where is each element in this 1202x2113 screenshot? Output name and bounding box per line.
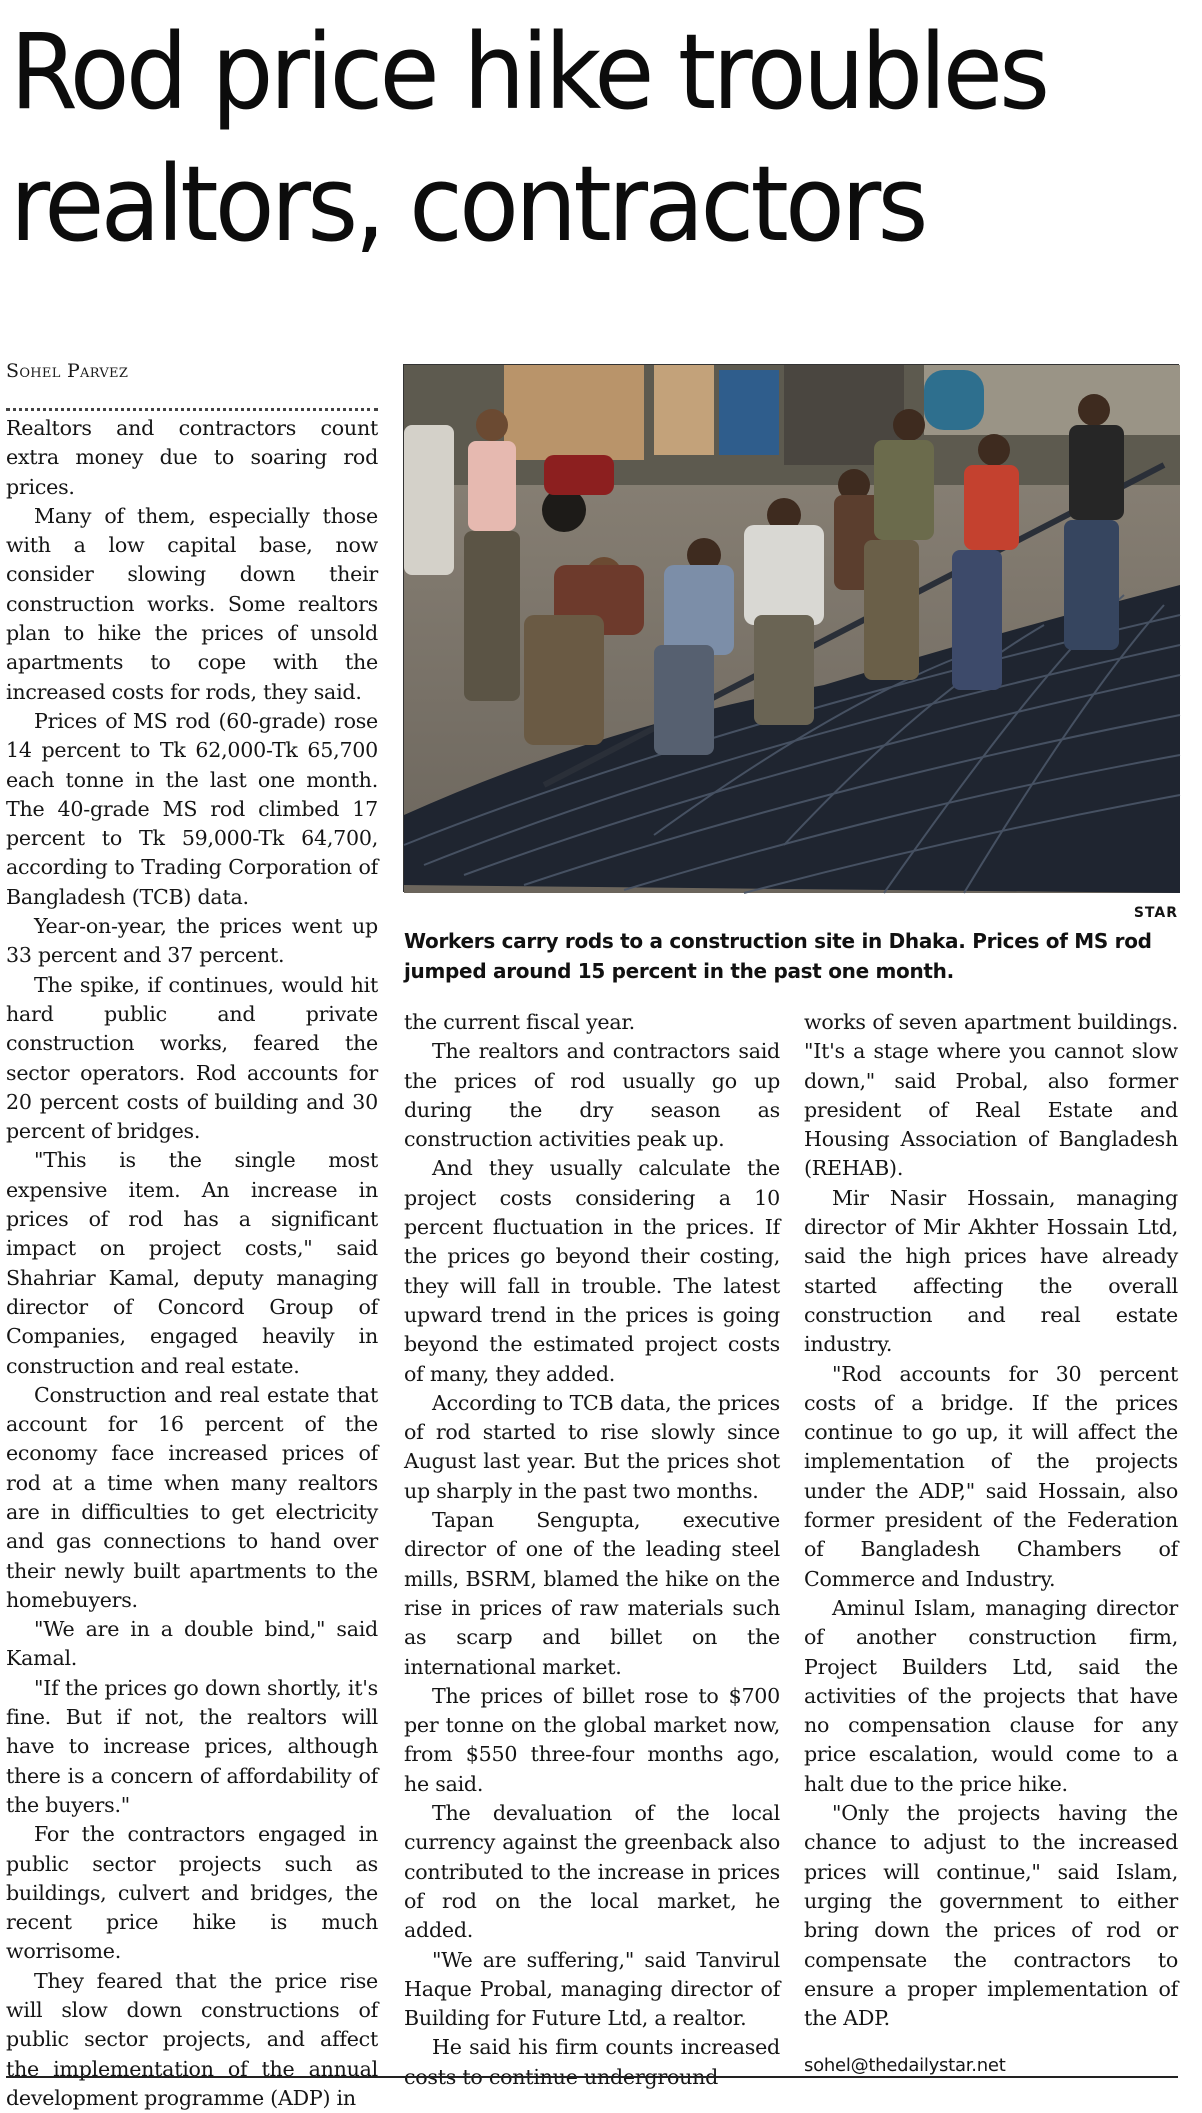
paragraph: "This is the single most expensive item. An increase in prices of rod has a significant impact on project costs," said Shahriar Kamal, deputy managing director of Concord Group of Companies, engaged heavily in construction and real estate.	[6, 1148, 378, 1378]
workers-carrying-rods-illustration	[404, 365, 1180, 893]
paragraph: The realtors and contractors said the prices of rod usually go up during the dry season as construction activities peak up.	[404, 1039, 780, 1152]
news-photo	[403, 364, 1179, 892]
paragraph: Tapan Sengupta, executive director of one of the leading steel mills, BSRM, blamed the hike on the rise in prices of raw materials such as scarp and billet on the international market.	[404, 1508, 780, 1679]
paragraph: "Rod accounts for 30 percent costs of a bridge. If the prices continue to go up, it will affect the implementation of the projects under the ADP," said Hossain, also former president of the Federation of Bangladesh Chambers of Commerce and Industry.	[804, 1361, 1178, 1591]
paragraph: the current fiscal year.	[404, 1010, 635, 1034]
paragraph: Year-on-year, the prices went up 33 percent and 37 percent.	[6, 914, 378, 968]
paragraph: works of seven apartment buildings. "It's a stage where you cannot slow down," said Probal, also former president of Real Estate and Housing Association of Bangladesh (REHAB).	[804, 1010, 1178, 1181]
article-column-3	[804, 1008, 1178, 2077]
article-column-1	[6, 414, 378, 2110]
paragraph: For the contractors engaged in public sector projects such as buildings, culvert and bridges, the recent price hike is much worrisome.	[6, 1822, 378, 1964]
paragraph: The devaluation of the local currency against the greenback also contributed to the increase in prices of rod on the local market, he added.	[404, 1801, 780, 1943]
paragraph: Aminul Islam, managing director of another construction firm, Project Builders Ltd, said the activities of the projects that have no compensation clause for any price escalation, would come to a halt due to the price hike.	[804, 1595, 1178, 1796]
paragraph: He said his firm counts increased costs to continue underground	[404, 2035, 780, 2089]
paragraph: Mir Nasir Hossain, managing director of Mir Akhter Hossain Ltd, said the high prices have already started affecting the overall construction and real estate industry.	[804, 1185, 1178, 1357]
paragraph: Many of them, especially those with a low capital base, now consider slowing down their construction works. Some realtors plan to hike the prices of unsold apartments to cope with the increased costs for rods, they said.	[6, 503, 378, 704]
paragraph: "Only the projects having the chance to adjust to the increased prices will continue," said Islam, urging the government to either bring down the prices of rod or compensate the contractors to ensure a proper implementation of the ADP.	[804, 1801, 1178, 2031]
paragraph: Realtors and contractors count extra money due to soaring rod prices.	[6, 416, 378, 499]
paragraph: And they usually calculate the project costs considering a 10 percent fluctuation in the prices. If the prices go beyond their costing, they will fall in trouble. The latest upward trend in the prices is going beyond the estimated project costs of many, they added.	[404, 1156, 780, 1386]
paragraph: "We are in a double bind," said Kamal.	[6, 1617, 378, 1671]
headline-line-2: realtors, contractors	[10, 143, 925, 265]
byline: Sohel Parvez	[6, 360, 129, 382]
headline	[10, 10, 1119, 274]
author-email[interactable]: sohel@thedailystar.net	[804, 2055, 1006, 2077]
paragraph: The spike, if continues, would hit hard public and private construction works, feared the sector operators. Rod accounts for 20 percent costs of building and 30 percent of bridges.	[6, 972, 378, 1144]
photo-credit: STAR	[1133, 905, 1178, 921]
byline-divider	[6, 408, 378, 411]
headline-line-1: Rod price hike troubles	[10, 11, 1047, 133]
paragraph: According to TCB data, the prices of rod started to rise slowly since August last year. But the prices shot up sharply in the past two months.	[404, 1390, 780, 1503]
paragraph: "If the prices go down shortly, it's fine. But if not, the realtors will have to increase prices, although there is a concern of affordability of the buyers."	[6, 1675, 378, 1817]
bottom-divider	[6, 2076, 1178, 2078]
paragraph: Prices of MS rod (60-grade) rose 14 percent to Tk 62,000-Tk 65,700 each tonne in the last one month. The 40-grade MS rod climbed 17 percent to Tk 59,000-Tk 64,700, according to Trading Corporation of Bangladesh (TCB) data.	[6, 708, 378, 909]
photo-caption: Workers carry rods to a construction site in Dhaka. Prices of MS rod jumped around 15 percent in the past one month.	[404, 929, 1152, 983]
paragraph: The prices of billet rose to $700 per tonne on the global market now, from $550 three-four months ago, he said.	[404, 1683, 780, 1796]
paragraph: "We are suffering," said Tanvirul Haque Probal, managing director of Building for Future Ltd, a realtor.	[404, 1947, 780, 2031]
article-column-2	[404, 1008, 780, 2089]
paragraph: Construction and real estate that account for 16 percent of the economy face increased prices of rod at a time when many realtors are in difficulties to get electricity and gas connections to hand over their newly built apartments to the homebuyers.	[6, 1382, 378, 1612]
paragraph: They feared that the price rise will slow down constructions of public sector projects, and affect the implementation of the annual development programme (ADP) in	[6, 1968, 378, 2110]
